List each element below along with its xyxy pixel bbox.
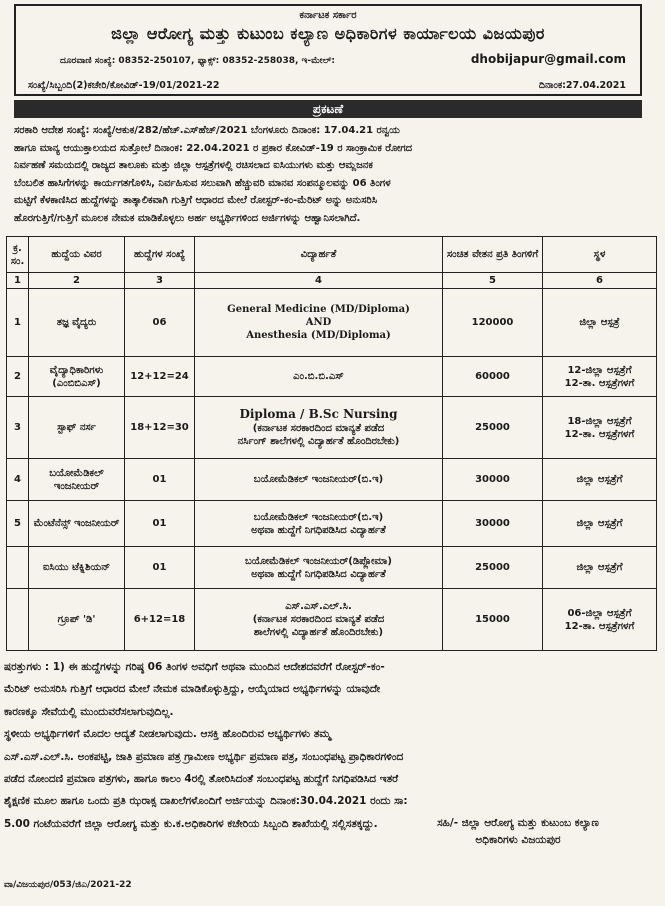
col-number: 6: [543, 273, 657, 289]
place-line: 18-ಜಿಲ್ಲಾ ಆಸ್ಪತ್ರೆಗೆ: [567, 415, 632, 427]
terms-line: 5.00 ಗಂಟೆಯವರೆಗೆ ಜಿಲ್ಲಾ ಆರೋಗ್ಯ ಮತ್ತು ಕು.ಕ.ಅಧಿಕಾರಿಗಳ ಕಚೇರಿಯ ಸಿಬ್ಬಂದಿ ಶಾಖೆಯಲ್ಲಿ ಸಲ್ಲಿಸತಕ್ಕದ್ದು.: [4, 817, 378, 830]
row-count: 01: [125, 459, 195, 501]
row-sl: 3: [7, 397, 29, 459]
row-qualification: [195, 289, 443, 357]
qualification-line: General Medicine (MD/Diploma): [227, 304, 410, 315]
place-line: ಜಿಲ್ಲಾ ಆಸ್ಪತ್ರೆಗೆ: [576, 474, 623, 485]
footer-code: ವಾ/ವಿಜಯಪುರ/053/ಜಿಎ/2021-22: [4, 880, 132, 890]
table-row: [7, 289, 657, 357]
row-sl: 5: [7, 501, 29, 547]
signature-line: ಸಹಿ/- ಜಿಲ್ಲಾ ಆರೋಗ್ಯ ಮತ್ತು ಕುಟುಂಬ ಕಲ್ಯಾಣ: [437, 817, 599, 829]
col-number: 4: [195, 273, 443, 289]
place-line: ಜಿಲ್ಲಾ ಆಸ್ಪತ್ರೆಗೆ: [576, 562, 623, 573]
row-post: ಮೆಂಟೆನೆನ್ಸ್ ಇಂಜನೀಯರ್: [29, 501, 125, 547]
row-salary: 60000: [443, 357, 543, 397]
row-qualification: [195, 397, 443, 459]
col-header-place: ಸ್ಥಳ: [543, 237, 657, 273]
office-title: ಜಿಲ್ಲಾ ಆರೋಗ್ಯ ಮತ್ತು ಕುಟುಂಬ ಕಲ್ಯಾಣ ಅಧಿಕಾರಿಗಳ ಕಾರ್ಯಾಲಯ ವಿಜಯಪುರ: [111, 24, 545, 43]
row-qualification: [195, 357, 443, 397]
row-salary: 15000: [443, 589, 543, 651]
reference-number: ಸಂಖ್ಯೆ/ಸಿಬ್ಬಂದಿ(2)ಕಚೇರಿ/ಕೋವಿಡ್-19/01/2021-22: [28, 80, 220, 91]
signature-block: [378, 815, 658, 849]
row-salary: 25000: [443, 397, 543, 459]
place-line: 06-ಜಿಲ್ಲಾ ಆಸ್ಪತ್ರೆಗೆ: [567, 607, 632, 619]
row-post: ತಜ್ಞ ವೈದ್ಯರು: [29, 289, 125, 357]
col-number: 5: [443, 273, 543, 289]
place-line: 12-ಜಿಲ್ಲಾ ಆಸ್ಪತ್ರೆಗೆ: [567, 364, 632, 376]
col-number: 3: [125, 273, 195, 289]
letterhead: [14, 4, 642, 96]
col-header-salary: ಸಂಚಿತ ವೇತನ ಪ್ರತಿ ತಿಂಗಳಿಗೆ: [443, 237, 543, 273]
intro-line: ಸರಕಾರಿ ಆದೇಶ ಸಂಖ್ಯೆ: ಸಂಖ್ಯೆ/ಆಕುಕ/282/ಹೆಚ್.ಎಸ್‌ಹೆಚ್/2021 ಬೆಂಗಳೂರು ದಿನಾಂಕ: 17.04.21 ರನ್ವಯ: [14, 125, 400, 136]
row-salary: 120000: [443, 289, 543, 357]
terms-line: ಮೆರಿಟ್ ಅನುಸರಿಸಿ ಗುತ್ತಿಗೆ ಆಧಾರದ ಮೇಲೆ ನೇಮಕ ಮಾಡಿಕೊಳ್ಳುತ್ತಿದ್ದು, ಆಯ್ಕೆಯಾದ ಅಭ್ಯರ್ಥಿಗಳನ್ನು ಯಾವುದೇ: [4, 683, 381, 696]
posts-table: [6, 236, 657, 651]
qualification-line: Anesthesia (MD/Diploma): [246, 330, 391, 341]
row-count: 01: [125, 501, 195, 547]
qualification-line: ಬಯೋಮೆಡಿಕಲ್ ಇಂಜನೀಯರ್(ಬಿ.ಇ): [253, 474, 384, 485]
row-place: [543, 589, 657, 651]
terms-line: ಶೈಕ್ಷಣಿಕ ಮೂಲ ಹಾಗೂ ಒಂದು ಪ್ರತಿ ಝರಾಕ್ಸ ದಾಖಲೆಗಳೊಂದಿಗೆ ಅರ್ಜಿಯನ್ನು ದಿನಾಂಕ:30.04.2021 ರಂದು ಸಾ:: [4, 795, 408, 808]
col-number: 2: [29, 273, 125, 289]
place-line: 12-ತಾ. ಆಸ್ಪತ್ರೆಗಳಗೆ: [564, 428, 635, 440]
place-line: 12-ತಾ. ಆಸ್ಪತ್ರೆಗಳಗೆ: [564, 620, 635, 632]
intro-line: ನಿರ್ವಹಣೆ ಸಮಯದಲ್ಲಿ ರಾಜ್ಯದ ತಾಲೂಕು ಮತ್ತು ಜಿಲ್ಲಾ ಆಸ್ಪತ್ರೆಗಳಲ್ಲಿ ರಚಿಸಲಾದ ಐಸಿಯುಗಳು ಮತ್ತು ಆಮ್ಲಜನಕ: [14, 160, 373, 172]
qualification-line: (ಕರ್ನಾಟಕ ಸರಕಾರದಿಂದ ಮಾನ್ಯತೆ ಪಡೆದ: [252, 423, 385, 434]
notice-date: ದಿನಾಂಕ:27.04.2021: [538, 80, 626, 91]
qualification-line: ಎಸ್.ಎಸ್.ಎಲ್.ಸಿ.: [285, 601, 352, 612]
qualification-line: ಬಯೋಮೆಡಿಕಲ್ ಇಂಜನೀಯರ್(ಡಿಪ್ಲೋಮಾ): [244, 555, 393, 567]
col-header-post: ಹುದ್ದೆಯ ವಿವರ: [29, 237, 125, 273]
contact-line: ದೂರವಾಣಿ ಸಂಖ್ಯೆ: 08352-250107, ಫ್ಯಾಕ್ಸ್: 08352-258038, ಇ-ಮೇಲ್:: [60, 56, 335, 66]
row-salary: 30000: [443, 459, 543, 501]
intro-paragraph: [14, 122, 644, 228]
qualification-line: ಅಥವಾ ಹುದ್ದೆಗೆ ನಿಗಧಿಪಡಿಸಿದ ವಿದ್ಯಾರ್ಹತೆ: [251, 524, 386, 536]
intro-line: ಹೊರಗುತ್ತಿಗೆ/ಗುತ್ತಿಗೆ ಮೂಲಕ ನೇಮಕ ಮಾಡಿಕೊಳ್ಳಲು ಅರ್ಹ ಅಭ್ಯರ್ಥಿಗಳಿಂದ ಅರ್ಜಿಗಳನ್ನು ಆಹ್ವಾನಿಸಲಾಗಿದೆ.: [14, 212, 361, 224]
qualification-line: ಅಥವಾ ಹುದ್ದೆಗೆ ನಿಗಧಿಪಡಿಸಿದ ವಿದ್ಯಾರ್ಹತೆ: [251, 568, 386, 580]
terms-line: ಪಡೆದ ನೋಂದಣಿ ಪ್ರಮಾಣ ಪತ್ರಗಳು, ಹಾಗೂ ಕಾಲಂ 4ರಲ್ಲಿ ತೋರಿಸಿದಂತೆ ಸಂಬಂಧಪಟ್ಟ ಹುದ್ದೆಗೆ ನಿಗಧಿಪಡಿಸಿದ ಇತರೆ: [4, 773, 399, 786]
col-number: 1: [7, 273, 29, 289]
row-count: 01: [125, 547, 195, 589]
qualification-line: ಎಂ.ಬಿ.ಬಿ.ಎಸ್: [293, 371, 344, 382]
intro-line: ಹಾಗೂ ಮಾನ್ಯ ಆಯುಕ್ತಾಲಯದ ಸುತ್ತೋಲೆ ದಿನಾಂಕ: 22.04.2021 ರ ಪ್ರಕಾರ ಕೋವಿಡ್-19 ರ ಸಾಂಕ್ರಾಮಿಕ ರೋಗದ: [14, 142, 413, 154]
row-post: ಗ್ರೂಪ್ 'ಡಿ': [29, 589, 125, 651]
row-place: [543, 547, 657, 589]
table-row: [7, 459, 657, 501]
row-sl: 4: [7, 459, 29, 501]
terms-line: ಸ್ಥಳೀಯ ಅಭ್ಯರ್ಥಿಗಳಿಗೆ ಮೊದಲ ಆದ್ಯತೆ ನೀಡಲಾಗುವುದು. ಆಸಕ್ತಿ ಹೊಂದಿರುವ ಅಭ್ಯರ್ಥಿಗಳು ತಮ್ಮ: [4, 728, 331, 741]
row-qualification: [195, 547, 443, 589]
notice-banner: ಪ್ರಕಟಣೆ: [14, 100, 642, 118]
table-row: [7, 397, 657, 459]
terms-section: [4, 656, 660, 835]
table-row: [7, 501, 657, 547]
terms-line: ಕಾರಣಕ್ಕೂ ಸೇವೆಯಲ್ಲಿ ಮುಂದುವರೆಸಲಾಗುವುದಿಲ್ಲ.: [4, 705, 174, 718]
qualification-line: Diploma / B.Sc Nursing: [239, 407, 398, 421]
row-qualification: [195, 459, 443, 501]
row-place: [543, 289, 657, 357]
intro-line: ಬೆಂಬಲಿತ ಹಾಸಿಗೆಗಳನ್ನು ಕಾರ್ಯಗತಗೊಳಿಸಿ, ನಿರ್ವಹಿಸುವ ಸಲುವಾಗಿ ಹೆಚ್ಚುವರಿ ಮಾನವ ಸಂಪನ್ಮೂಲವನ್ನು 06 ತಿಂಗಳ: [14, 177, 391, 189]
row-post: ಸ್ಟಾಫ್ ನರ್ಸ: [29, 397, 125, 459]
row-post: ವೈದ್ಯಾಧಿಕಾರಿಗಳು (ಎಂಬಿಬಿಎಸ್): [29, 357, 125, 397]
place-line: ಜಿಲ್ಲಾ ಆಸ್ಪತ್ರೆ: [579, 317, 620, 328]
place-line: 12-ತಾ. ಆಸ್ಪತ್ರೆಗಳಗೆ: [564, 377, 635, 389]
row-post: ಐಸಿಯು ಟೆಕ್ನಿಶಿಯನ್: [29, 547, 125, 589]
row-qualification: [195, 501, 443, 547]
row-sl: 2: [7, 357, 29, 397]
row-sl: 1: [7, 289, 29, 357]
table-row: [7, 589, 657, 651]
table-row: [7, 357, 657, 397]
row-sl: [7, 547, 29, 589]
col-header-sl: ಕ್ರ. ಸಂ.: [7, 237, 29, 273]
qualification-line: ಶಾಲೆಗಳಲ್ಲಿ ವಿದ್ಯಾರ್ಹತೆ ಹೊಂದಿರಬೇಕು): [253, 627, 384, 638]
terms-line: ಷರತ್ತುಗಳು : 1) ಈ ಹುದ್ದೆಗಳನ್ನು ಗರಿಷ್ಠ 06 ತಿಂಗಳ ಅವಧಿಗೆ ಅಥವಾ ಮುಂದಿನ ಆದೇಶದವರೆಗೆ ರೋಸ್ಟರ್-ಕಂ-: [4, 661, 385, 673]
row-count: 6+12=18: [125, 589, 195, 651]
place-line: ಜಿಲ್ಲಾ ಆಸ್ಪತ್ರೆಗೆ: [576, 518, 623, 529]
row-count: 18+12=30: [125, 397, 195, 459]
row-salary: 30000: [443, 501, 543, 547]
row-count: 12+12=24: [125, 357, 195, 397]
col-header-count: ಹುದ್ದೆಗಳ ಸಂಖ್ಯೆ: [125, 237, 195, 273]
email-address: dhobijapur@gmail.com: [470, 52, 626, 66]
row-place: [543, 357, 657, 397]
qualification-line: (ಕರ್ನಾಟಕ ಸರಕಾರದಿಂದ ಮಾನ್ಯತೆ ಪಡೆದ: [252, 614, 385, 625]
row-post: ಬಯೋಮೆಡಿಕಲ್ ಇಂಜನೀಯರ್: [29, 459, 125, 501]
qualification-line: ಬಯೋಮೆಡಿಕಲ್ ಇಂಜನೀಯರ್(ಬಿ.ಇ): [253, 511, 384, 523]
row-qualification: [195, 589, 443, 651]
terms-line: ಎಸ್.ಎಸ್.ಎಲ್.ಸಿ. ಅಂಕಪಟ್ಟಿ, ಜಾತಿ ಪ್ರಮಾಣ ಪತ್ರ ಗ್ರಾಮೀಣ ಅಭ್ಯರ್ಥಿ ಪ್ರಮಾಣ ಪತ್ರ, ಸಂಬಂಧಪಟ್ಟ ಪ್ರಾಧಿಕಾರಗಳಿಂದ: [4, 750, 404, 763]
col-header-qualification: ವಿದ್ಯಾರ್ಹತೆ: [195, 237, 443, 273]
row-place: [543, 397, 657, 459]
qualification-line: AND: [305, 317, 332, 328]
government-label: ಕರ್ನಾಟಕ ಸರ್ಕಾರ: [299, 10, 357, 21]
signature-line: ಅಧಿಕಾರಿಗಳು ವಿಜಯಪುರ: [475, 834, 561, 846]
row-sl: [7, 589, 29, 651]
row-place: [543, 459, 657, 501]
qualification-line: ನರ್ಸಿಂಗ್ ಶಾಲೆಗಳಲ್ಲಿ ವಿದ್ಯಾರ್ಹತೆ ಹೊಂದಿರಬೇಕು): [237, 436, 400, 447]
table-row: [7, 547, 657, 589]
row-count: 06: [125, 289, 195, 357]
intro-line: ಮಟ್ಟಿಗೆ ಕೆಳಕಾಣಿಸಿದ ಹುದ್ದೆಗಳನ್ನು ತಾತ್ಕಾಲಿಕವಾಗಿ ಗುತ್ತಿಗೆ ಆಧಾರದ ಮೇಲೆ ರೋಸ್ಟರ್-ಕಂ-ಮೆರಿಟ್ ಅನ್ನು ಅನುಸರಿಸಿ: [14, 195, 378, 207]
row-place: [543, 501, 657, 547]
row-salary: 25000: [443, 547, 543, 589]
